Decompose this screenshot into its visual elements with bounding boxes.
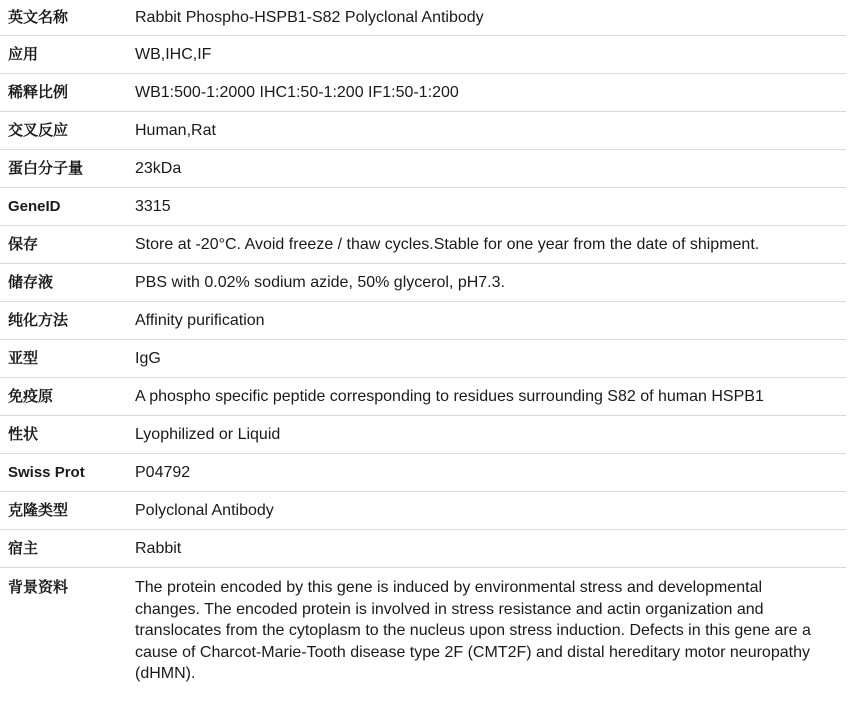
table-row bbox=[0, 74, 846, 112]
table-row bbox=[0, 492, 846, 530]
row-value: PBS with 0.02% sodium azide, 50% glycerol, pH7.3. bbox=[135, 273, 505, 291]
row-value: Store at -20°C. Avoid freeze / thaw cycles.Stable for one year from the date of shipment. bbox=[135, 235, 760, 253]
row-label: 亚型 bbox=[8, 349, 39, 367]
row-value: Polyclonal Antibody bbox=[135, 501, 274, 519]
table-row bbox=[0, 568, 846, 694]
table-row bbox=[0, 454, 846, 492]
row-value: Rabbit bbox=[135, 539, 182, 557]
row-label: 蛋白分子量 bbox=[8, 159, 84, 177]
row-label: 应用 bbox=[8, 45, 39, 63]
row-label: 储存液 bbox=[8, 273, 54, 291]
table-row bbox=[0, 416, 846, 454]
table-row bbox=[0, 0, 846, 36]
table-row bbox=[0, 340, 846, 378]
row-value: WB,IHC,IF bbox=[135, 45, 212, 63]
row-value: 23kDa bbox=[135, 159, 182, 177]
table-row bbox=[0, 264, 846, 302]
row-label: 克隆类型 bbox=[8, 501, 69, 519]
row-label: 背景资料 bbox=[8, 579, 69, 596]
row-value: 3315 bbox=[135, 197, 171, 215]
row-value: WB1:500-1:2000 IHC1:50-1:200 IF1:50-1:200 bbox=[135, 83, 459, 101]
row-value: Rabbit Phospho-HSPB1-S82 Polyclonal Antibody bbox=[135, 8, 484, 26]
row-label: 英文名称 bbox=[8, 8, 69, 26]
row-label: 保存 bbox=[8, 235, 39, 253]
table-row bbox=[0, 530, 846, 568]
table-row bbox=[0, 378, 846, 416]
row-value: A phospho specific peptide corresponding to residues surrounding S82 of human HSPB1 bbox=[135, 387, 764, 405]
row-label: GeneID bbox=[8, 197, 61, 215]
row-value: P04792 bbox=[135, 463, 191, 481]
row-label: 交叉反应 bbox=[8, 121, 69, 139]
table-row bbox=[0, 112, 846, 150]
row-value: Lyophilized or Liquid bbox=[135, 425, 281, 443]
row-value: IgG bbox=[135, 349, 161, 367]
row-value: The protein encoded by this gene is induced by environmental stress and developmental changes. The encoded protein is involved in stress resistance and actin organization and translocates from the cytoplasm to the nucleus upon stress induction. Defects in this gene are a cause of Charcot-Marie-Tooth disease type 2F (CMT2F) and distal hereditary motor neuropathy (dHMN). bbox=[135, 579, 811, 682]
row-label: 性状 bbox=[8, 425, 39, 443]
row-label: 稀释比例 bbox=[8, 83, 69, 101]
row-label: 免疫原 bbox=[8, 387, 54, 405]
table-row bbox=[0, 150, 846, 188]
row-value: Affinity purification bbox=[135, 311, 265, 329]
row-label: Swiss Prot bbox=[8, 463, 85, 481]
table-row bbox=[0, 188, 846, 226]
row-label: 宿主 bbox=[8, 539, 39, 557]
row-label: 纯化方法 bbox=[8, 311, 69, 329]
table-row bbox=[0, 302, 846, 340]
row-value: Human,Rat bbox=[135, 121, 216, 139]
table-row bbox=[0, 226, 846, 264]
table-row bbox=[0, 36, 846, 74]
